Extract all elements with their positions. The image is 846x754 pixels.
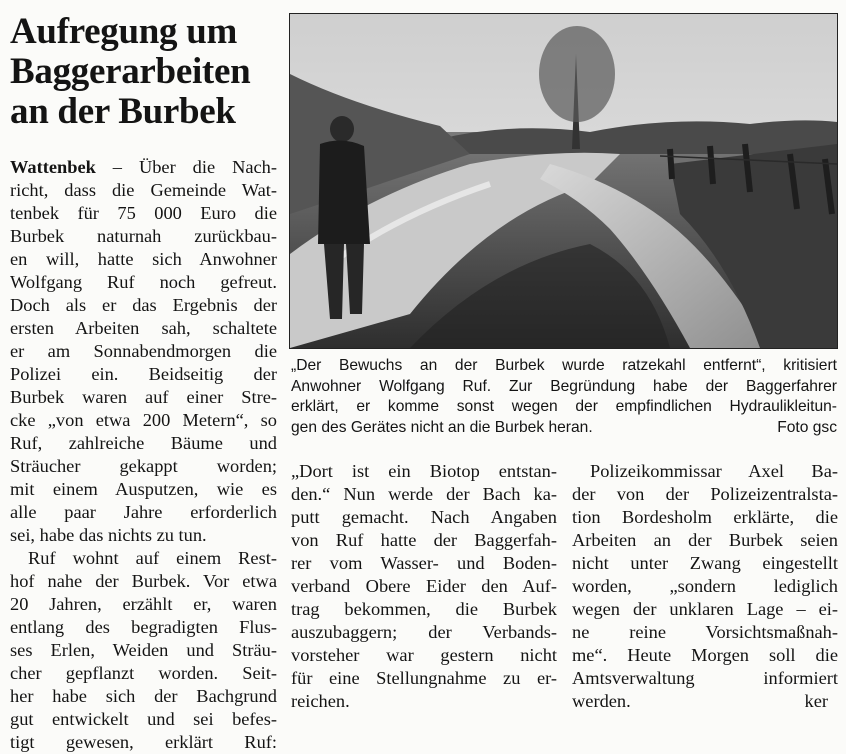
article-line: ses Erlen, Weiden und Sträu- (10, 640, 277, 660)
article-line: Doch als er das Ergebnis der (10, 295, 277, 315)
first-line-text: – Über die Nach- (95, 157, 277, 177)
article-line: cke „von etwa 200 Metern“, so (10, 410, 277, 430)
article-line: Amtsverwaltung informiert (572, 668, 838, 688)
article-line: worden, „sondern lediglich (572, 576, 838, 596)
article-line: rer vom Wasser- und Boden- (291, 553, 557, 573)
article-line: nicht unter Zwang eingestellt (572, 553, 838, 573)
author-signature: ker (804, 691, 828, 711)
caption-line: „Der Bewuchs an der Burbek wurde ratzekahl entfernt“, kritisiert (291, 357, 837, 374)
article-line: Ruf wohnt auf einem Rest- (28, 548, 277, 568)
article-line: hof nahe der Burbek. Vor etwa (10, 571, 277, 591)
caption-line: Anwohner Wolfgang Ruf. Zur Begründung habe der Baggerfahrer (291, 377, 837, 395)
caption-last-line (291, 418, 837, 439)
article-column-1 (10, 156, 277, 754)
article-line: Polizei ein. Beidseitig der (10, 364, 277, 384)
article-line: Polizeikommissar Axel Ba- (590, 461, 838, 481)
article-line: alle paar Jahre erforderlich (10, 502, 277, 522)
article-line: trag bekommen, die Burbek (291, 599, 557, 619)
article-line: entlang des begradigten Flus- (10, 617, 277, 637)
article-line: her habe sich der Bachgrund (10, 686, 277, 706)
article-line: auszubaggern; der Verbands- (291, 622, 557, 642)
article-line: en will, hatte sich Anwohner (10, 249, 277, 269)
article-line: richt, dass die Gemeinde Wat- (10, 180, 277, 200)
article-line: Burbek waren auf einer Stre- (10, 387, 277, 407)
first-line (10, 156, 277, 179)
article-line: me“. Heute Morgen soll die (572, 645, 838, 665)
article-line: ersten Arbeiten sah, schaltete (10, 318, 277, 338)
article-line: Sträucher gekappt worden; (10, 456, 277, 476)
article-line: er am Sonnabendmorgen die (10, 341, 277, 361)
article-last-line (572, 690, 838, 713)
caption-text: gen des Gerätes nicht an die Burbek heran. (291, 418, 593, 436)
article-column-2 (291, 460, 557, 713)
article-line: mit einem Ausputzen, wie es (10, 479, 277, 499)
article-line: tenbek für 75 000 Euro die (10, 203, 277, 223)
photo-caption (291, 356, 837, 438)
article-line: den.“ Nun werde der Bach ka- (291, 484, 557, 504)
article-line: tigt gewesen, erklärt Ruf: (10, 732, 277, 752)
headline-line: an der Burbek (10, 91, 236, 132)
article-line: verband Obere Eider den Auf- (291, 576, 557, 596)
headline-line: Baggerarbeiten (10, 51, 251, 92)
article-line: wegen der unklaren Lage – ei- (572, 599, 838, 619)
article-line: sei, habe das nichts zu tun. (10, 525, 207, 545)
article-column-3 (572, 460, 838, 713)
article-line: Arbeiten an der Burbek seien (572, 530, 838, 550)
headline-line: Aufregung um (10, 11, 237, 52)
article-line: 20 Jahren, erzählt er, waren (10, 594, 277, 614)
headline (10, 12, 278, 132)
article-line: Wolfgang Ruf noch gefreut. (10, 272, 277, 292)
article-line: vorsteher war gestern nicht (291, 645, 557, 665)
dateline: Wattenbek (10, 157, 96, 177)
article-line: putt gemacht. Nach Angaben (291, 507, 557, 527)
article-line: cher gepflanzt worden. Seit- (10, 663, 277, 683)
article-line: reichen. (291, 691, 350, 711)
article-line: Ruf, zahlreiche Bäume und (10, 433, 277, 453)
caption-line: erklärt, er komme sonst wegen der empfindlichen Hydraulikleitun- (291, 398, 837, 415)
photo-image (290, 14, 837, 348)
photo-credit: Foto gsc (777, 418, 837, 436)
article-line: gut entwickelt und sei befes- (10, 709, 277, 729)
article-line: „Dort ist ein Biotop entstan- (291, 461, 557, 481)
article-line: werden. (572, 691, 631, 711)
article-photo (289, 13, 838, 349)
article-line: der von der Polizeizentralsta- (572, 484, 838, 504)
article-line: Burbek naturnah zurückbau- (10, 226, 277, 246)
article-line: tion Bordesholm erklärte, die (572, 507, 838, 527)
article-line: ne reine Vorsichtsmaßnah- (572, 622, 838, 642)
article-line: für eine Stellungnahme zu er- (291, 668, 557, 688)
article-line: von Ruf hatte der Baggerfah- (291, 530, 557, 550)
